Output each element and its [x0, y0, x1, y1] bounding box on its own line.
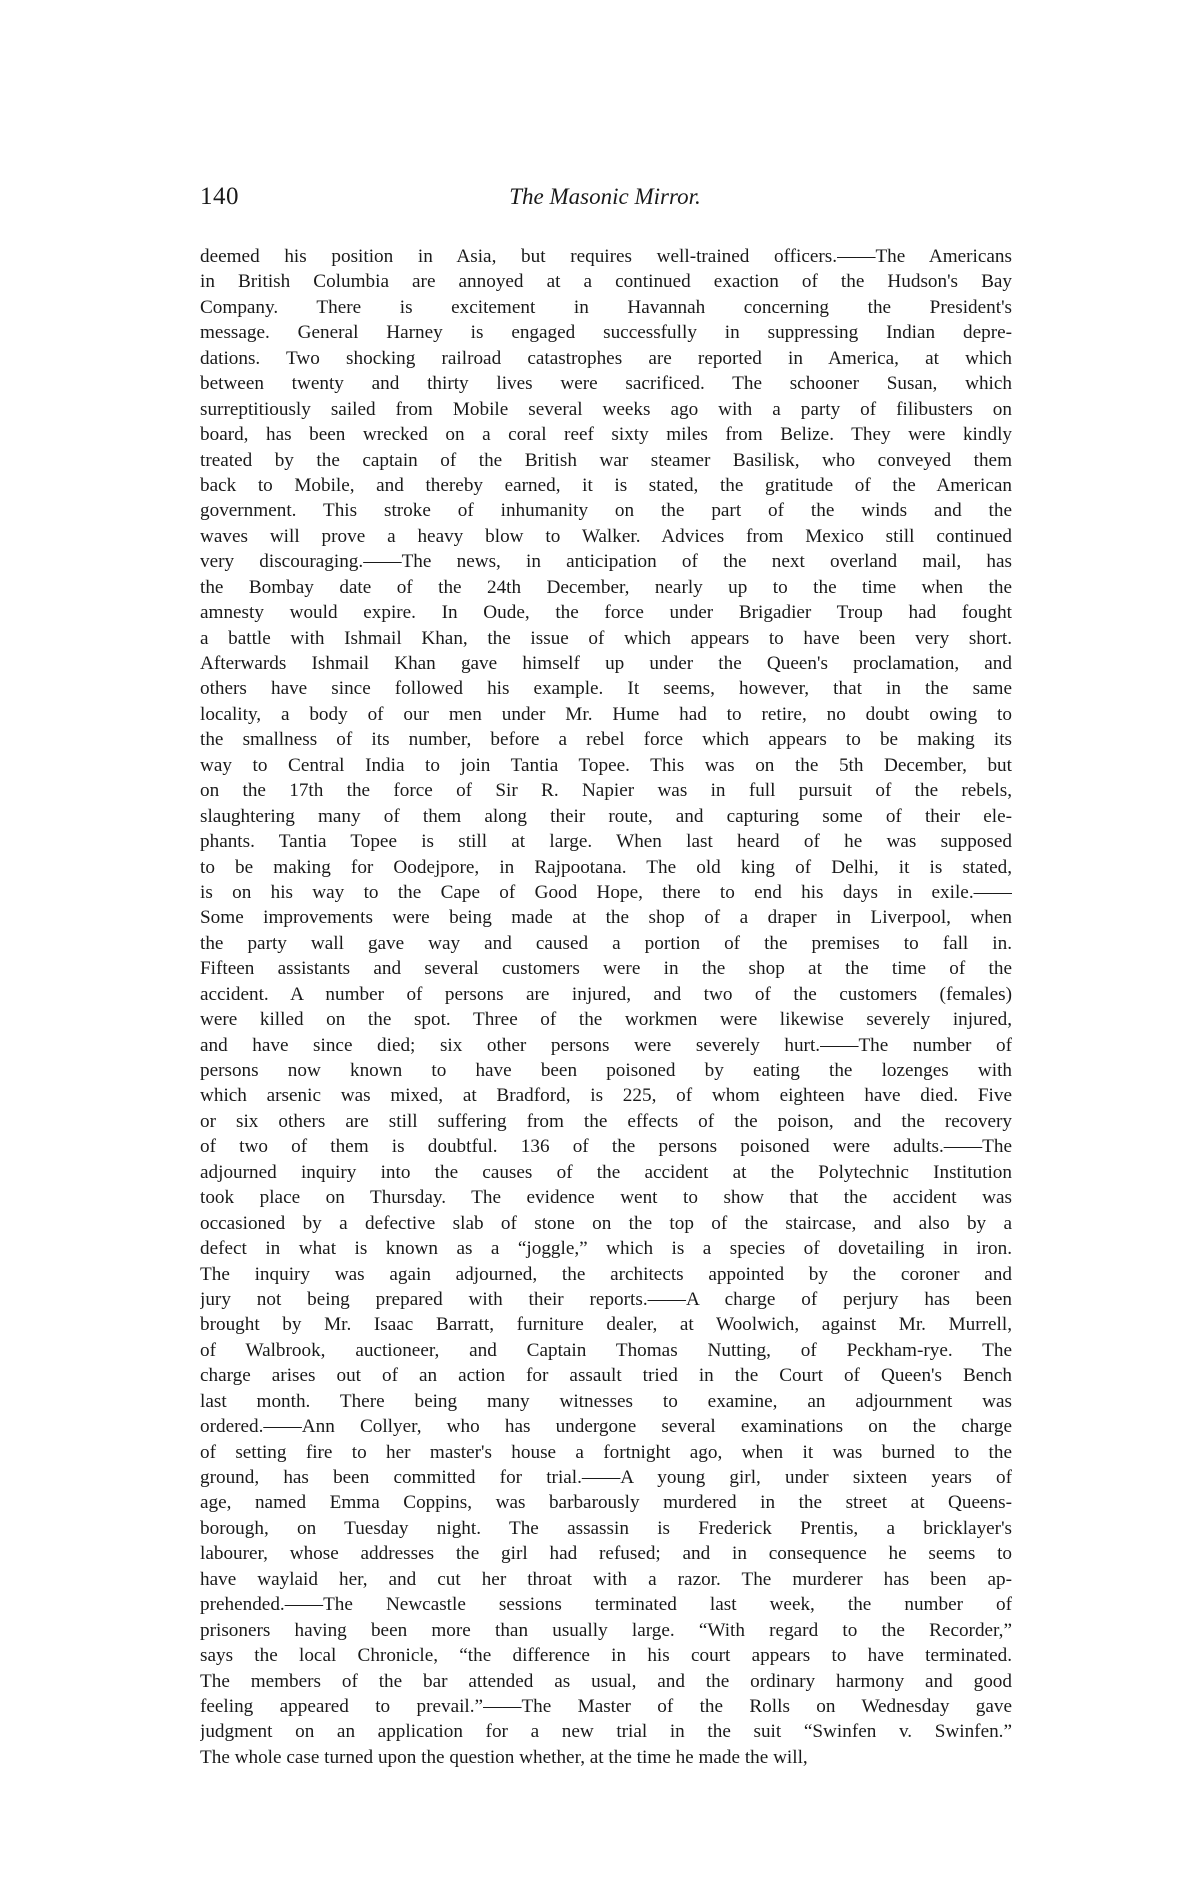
text-line: others have since followed his example. It seems, however, that in the same [200, 678, 1012, 700]
text-line: ordered.——Ann Collyer, who has undergone several examinations on the charge [200, 1416, 1012, 1438]
text-line: the party wall gave way and caused a portion of the premises to fall in. [200, 932, 1012, 954]
text-line: between twenty and thirty lives were sacrificed. The schooner Susan, which [200, 373, 1012, 395]
text-line: Some improvements were being made at the shop of a draper in Liverpool, when [200, 907, 1012, 929]
text-line: board, has been wrecked on a coral reef sixty miles from Belize. They were kindly [200, 424, 1012, 446]
text-line: Company. There is excitement in Havannah concerning the President's [200, 296, 1012, 318]
page-number: 140 [200, 183, 239, 210]
text-line: borough, on Tuesday night. The assassin is Frederick Prentis, a bricklayer's [200, 1517, 1012, 1539]
running-title: The Masonic Mirror. [509, 184, 701, 209]
text-line: dations. Two shocking railroad catastrophes are reported in America, at which [200, 347, 1012, 369]
text-line: defect in what is known as a “joggle,” which is a species of dovetailing in iron. [200, 1238, 1012, 1260]
text-line: Afterwards Ishmail Khan gave himself up under the Queen's proclamation, and [200, 653, 1012, 674]
text-line: on the 17th the force of Sir R. Napier was in full pursuit of the rebels, [200, 780, 1012, 802]
text-line: of two of them is doubtful. 136 of the persons poisoned were adults.——The [200, 1136, 1012, 1158]
text-line: prisoners having been more than usually large. “With regard to the Recorder,” [200, 1619, 1012, 1641]
text-line: treated by the captain of the British war steamer Basilisk, who conveyed them [200, 449, 1012, 471]
text-line: slaughtering many of them along their route, and capturing some of their ele- [200, 805, 1012, 827]
text-line: took place on Thursday. The evidence went to show that the accident was [200, 1187, 1012, 1209]
text-line: have waylaid her, and cut her throat with a razor. The murderer has been ap- [200, 1568, 1012, 1590]
text-line: waves will prove a heavy blow to Walker. Advices from Mexico still continued [200, 525, 1012, 547]
text-line: charge arises out of an action for assault tried in the Court of Queen's Bench [200, 1365, 1012, 1387]
text-line: way to Central India to join Tantia Topee. This was on the 5th December, but [200, 754, 1012, 776]
text-line: phants. Tantia Topee is still at large. When last heard of he was supposed [200, 831, 1012, 853]
text-line: deemed his position in Asia, but requires well-trained officers.——The Americans [200, 246, 1012, 267]
text-line: prehended.——The Newcastle sessions terminated last week, the number of [200, 1594, 1012, 1616]
text-line: were killed on the spot. Three of the workmen were likewise severely injured, [200, 1009, 1012, 1031]
text-line: the Bombay date of the 24th December, nearly up to the time when the [200, 576, 1012, 598]
text-line: labourer, whose addresses the girl had refused; and in consequence he seems to [200, 1543, 1012, 1565]
text-line: locality, a body of our men under Mr. Hume had to retire, no doubt owing to [200, 703, 1012, 725]
text-line: The whole case turned upon the question whether, at the time he made the will, [200, 1746, 808, 1768]
text-line: occasioned by a defective slab of stone on the top of the staircase, and also by a [200, 1212, 1012, 1234]
text-line: The inquiry was again adjourned, the architects appointed by the coroner and [200, 1263, 1012, 1285]
text-line: in British Columbia are annoyed at a continued exaction of the Hudson's Bay [200, 271, 1012, 293]
text-line: a battle with Ishmail Khan, the issue of which appears to have been very short. [200, 627, 1012, 649]
text-line: amnesty would expire. In Oude, the force under Brigadier Troup had fought [200, 602, 1012, 624]
text-line: is on his way to the Cape of Good Hope, there to end his days in exile.—— [200, 881, 1012, 903]
text-line: or six others are still suffering from the effects of the poison, and the recovery [200, 1110, 1012, 1132]
text-line: government. This stroke of inhumanity on the part of the winds and the [200, 500, 1012, 522]
text-line: and have since died; six other persons were severely hurt.——The number of [200, 1034, 1012, 1056]
text-line: message. General Harney is engaged successfully in suppressing Indian depre- [200, 322, 1012, 344]
text-line: adjourned inquiry into the causes of the accident at the Polytechnic Institution [200, 1161, 1012, 1183]
text-line: accident. A number of persons are injured, and two of the customers (females) [200, 983, 1012, 1005]
text-line: back to Mobile, and thereby earned, it is stated, the gratitude of the American [200, 474, 1012, 496]
text-line: very discouraging.——The news, in anticipation of the next overland mail, has [200, 551, 1012, 573]
text-line: persons now known to have been poisoned by eating the lozenges with [200, 1060, 1012, 1081]
article-body [200, 244, 1012, 1770]
text-line: feeling appeared to prevail.”——The Master of the Rolls on Wednesday gave [200, 1695, 1012, 1717]
page-header [200, 182, 1010, 218]
text-line: which arsenic was mixed, at Bradford, is 225, of whom eighteen have died. Five [200, 1085, 1012, 1107]
text-line: of Walbrook, auctioneer, and Captain Thomas Nutting, of Peckham-rye. The [200, 1339, 1012, 1361]
text-line: jury not being prepared with their reports.——A charge of perjury has been [200, 1288, 1012, 1310]
text-line: The members of the bar attended as usual, and the ordinary harmony and good [200, 1670, 1012, 1692]
text-line: judgment on an application for a new trial in the suit “Swinfen v. Swinfen.” [200, 1721, 1012, 1743]
text-line: last month. There being many witnesses to examine, an adjournment was [200, 1390, 1012, 1412]
text-line: Fifteen assistants and several customers were in the shop at the time of the [200, 958, 1012, 980]
text-line: ground, has been committed for trial.——A young girl, under sixteen years of [200, 1467, 1012, 1488]
text-line: age, named Emma Coppins, was barbarously murdered in the street at Queens- [200, 1492, 1012, 1514]
text-line: the smallness of its number, before a rebel force which appears to be making its [200, 729, 1012, 751]
text-line: to be making for Oodejpore, in Rajpootana. The old king of Delhi, it is stated, [200, 856, 1012, 878]
text-line: says the local Chronicle, “the difference in his court appears to have terminated. [200, 1645, 1012, 1667]
text-line: of setting fire to her master's house a fortnight ago, when it was burned to the [200, 1441, 1012, 1463]
text-line: surreptitiously sailed from Mobile several weeks ago with a party of filibusters on [200, 398, 1012, 420]
text-line: brought by Mr. Isaac Barratt, furniture dealer, at Woolwich, against Mr. Murrell, [200, 1314, 1012, 1336]
